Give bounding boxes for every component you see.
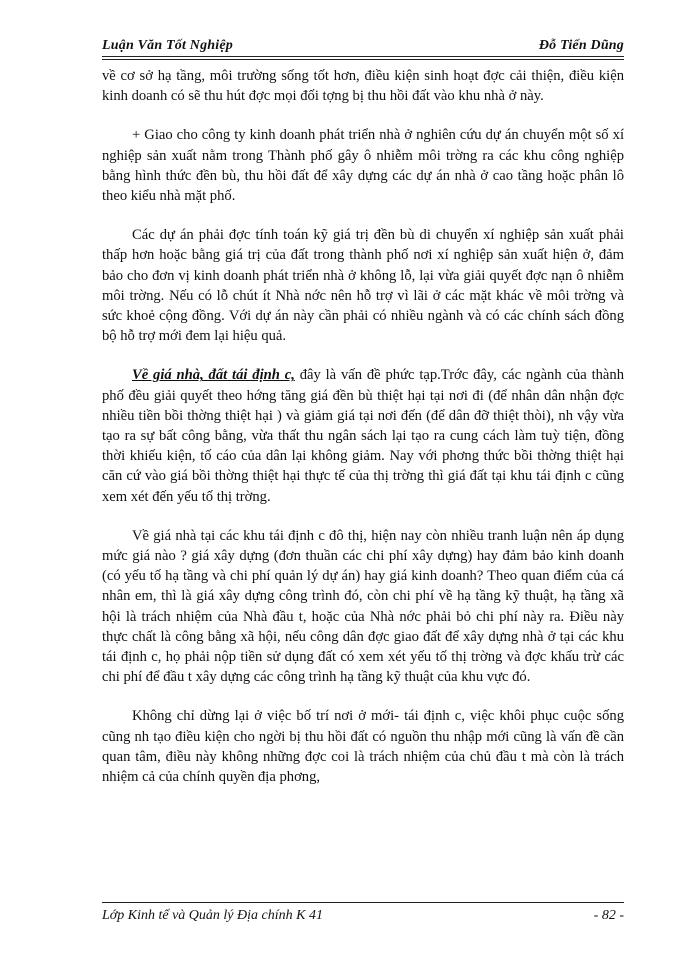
paragraph-3: Các dự án phải đợc tính toán kỹ giá trị đền bù di chuyển xí nghiệp sản xuất phải thấp hơn hoặc bằng giá trị của đất trong thành phố nơi xí nghiệp sản xuất hiện ở, đảm bảo cho đơn vị kinh doanh phát triển nhà ở không lỗ, lại vừa giải quyết đợc nạn ô nhiễm môi trờng. Nếu có lỗ chút ít Nhà nớc nên hỗ trợ vì lãi ở các mặt khác về môi trờng và sức khoẻ cộng đồng. Với dự án này cần phải có nhiều ngành và có các chính sách đồng bộ hỗ trợ mới đem lại hiệu quả. bbox=[102, 227, 624, 345]
header-rule-thin bbox=[102, 59, 624, 60]
header-author: Đỗ Tiến Dũng bbox=[538, 38, 624, 53]
paragraph-2: + Giao cho công ty kinh doanh phát triển nhà ở nghiên cứu dự án chuyển một số xí nghiệp sản xuất nằm trong Thành phố gây ô nhiễm môi trờng ra các khu công nghiệp bằng hình thức đền bù, thu hồi đất để xây dựng các dự án nhà ở cao tầng hoặc phân lô theo kiểu nhà mặt phố. bbox=[102, 127, 624, 205]
header-rule bbox=[102, 56, 624, 57]
document-body bbox=[102, 66, 624, 806]
page-number: - 82 - bbox=[593, 908, 624, 923]
section-lead-heading: Về giá nhà, đất tái định c, bbox=[132, 367, 295, 384]
paragraph-1: về cơ sở hạ tầng, môi trường sống tốt hơn, điều kiện sinh hoạt đợc cải thiện, điều kiện kinh doanh có sẽ thu hút đợc mọi đối tợng bị thu hồi đất vào khu nhà ở này. bbox=[102, 68, 624, 105]
header-title: Luận Văn Tốt Nghiệp bbox=[102, 38, 233, 53]
footer-rule bbox=[102, 902, 624, 903]
paragraph-5: Về giá nhà tại các khu tái định c đô thị, hiện nay còn nhiều tranh luận nên áp dụng mức giá nào ? giá xây dựng (đơn thuần các chi phí xây dựng) hay đảm bảo kinh doanh (có yếu tố hạ tầng và chi phí quản lý dự án) hay giá kinh doanh? Theo quan điểm của cá nhân em, thì là giá xây dựng công trình đó, còn chi phí về hạ tầng kỹ thuật, hạ tầng xã hội là trách nhiệm của Nhà đầu t, hoặc của Nhà nớc phải bỏ chi phí này ra. Điều này thực chất là công bằng xã hội, nếu công dân đợc giao đất để xây dựng nhà ở tại các khu tái định c, họ phải nộp tiền sử dụng đất có xem xét yếu tố thị trờng và đợc khấu trừ các chi phí để đầu t xây dựng các công trình hạ tầng kỹ thuật của khu vực đó. bbox=[102, 527, 624, 686]
paragraph-4 bbox=[102, 365, 624, 506]
footer-class-name: Lớp Kinh tế và Quản lý Địa chính K 41 bbox=[102, 908, 323, 923]
paragraph-6: Không chỉ dừng lại ở việc bố trí nơi ở mới- tái định c, việc khôi phục cuộc sống cũng nh tạo điều kiện cho ngời bị thu hồi đất có nguồn thu nhập mới cũng là vấn đề cần quan tâm, điều này không những đợc coi là trách nhiệm của chủ đầu t mà còn là trách nhiệm cả của chính quyền địa phơng, bbox=[102, 708, 624, 786]
page-footer bbox=[102, 902, 624, 932]
page-header bbox=[102, 36, 624, 58]
paragraph-4-text: đây là vấn đề phức tạp.Trớc đây, các ngành của thành phố đều giải quyết theo hớng tăng giá đền bù thiệt hại tại nơi đi (để nhân dân nhận đợc nhiều tiền bồi thờng thiệt hại ) và giảm giá tại nơi đến (để dân đỡ thiệt thòi), nh vậy vừa tạo ra sự bất công bằng, vừa thất thu ngân sách lại tạo ra cung cách làm tuỳ tiện, đồng thời khiếu kiện, tố cáo của dân lại không giảm. Nay với phơng thức bồi thờng thiệt hại căn cứ vào giá bồi thờng thiệt hại thực tế của thị trờng thì giá đất tại khu tái định c cũng xem xét đến yếu tố thị trờng. bbox=[102, 367, 624, 505]
